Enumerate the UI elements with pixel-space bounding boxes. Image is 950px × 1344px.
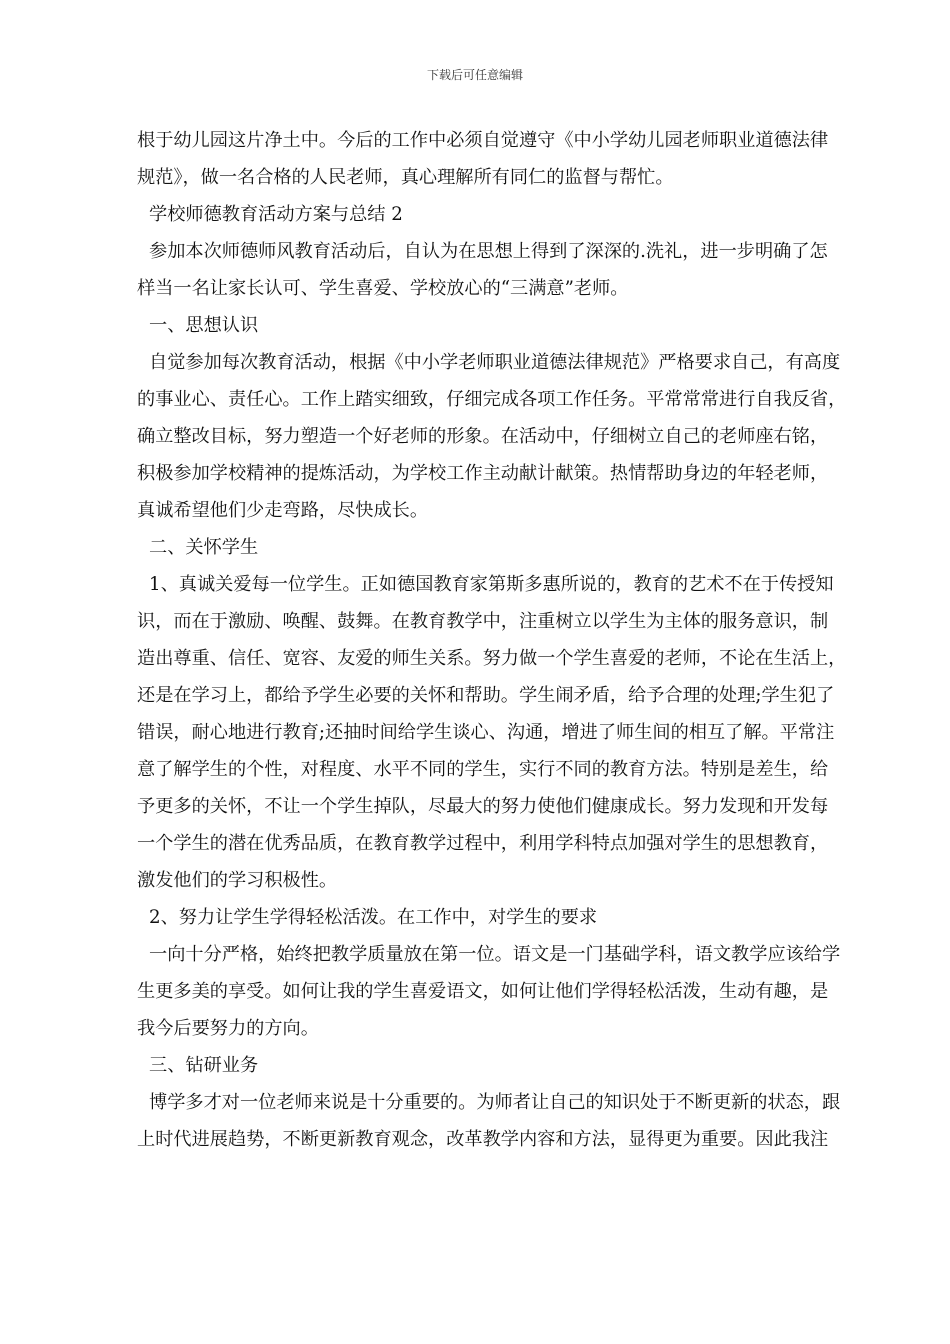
text-line: 生更多美的享受。如何让我的学生喜爱语文，如何让他们学得轻松活泼，生动有趣，是 [137,981,829,1002]
text-line: 识，而在于激励、唤醒、鼓舞。在教育教学中，注重树立以学生为主体的服务意识，制 [137,611,829,632]
text-line: 2、努力让学生学得轻松活泼。在工作中，对学生的要求 [149,907,598,928]
text-line: 三、钻研业务 [149,1055,259,1076]
text-line: 予更多的关怀，不让一个学生掉队，尽最大的努力使他们健康成长。努力发现和开发每 [137,796,829,817]
text-line: 规范》，做一名合格的人民老师，真心理解所有同仁的监督与帮忙。 [137,167,674,188]
page-header: 下载后可任意编辑 [426,68,523,82]
text-line: 自觉参加每次教育活动，根据《中小学老师职业道德法律规范》严格要求自己，有高度 [149,352,841,373]
text-line: 错误，耐心地进行教育;还抽时间给学生谈心、沟通，增进了师生间的相互了解。平常注 [137,722,835,743]
text-line: 真诚希望他们少走弯路，尽快成长。 [137,500,429,521]
text-line: 还是在学习上，都给予学生必要的关怀和帮助。学生闹矛盾，给予合理的处理;学生犯了 [137,685,835,706]
text-line: 积极参加学校精神的提炼活动，为学校工作主动献计献策。热情帮助身边的年轻老师， [137,463,829,484]
text-line: 意了解学生的个性，对程度、水平不同的学生，实行不同的教育方法。特别是差生，给 [137,759,829,780]
text-line: 一向十分严格，始终把教学质量放在第一位。语文是一门基础学科，语文教学应该给学 [149,944,841,965]
text-line: 一个学生的潜在优秀品质，在教育教学过程中，利用学科特点加强对学生的思想教育， [137,833,829,854]
text-line: 博学多才对一位老师来说是十分重要的。为师者让自己的知识处于不断更新的状态，跟 [149,1092,841,1113]
text-line: 样当一名让家长认可、学生喜爱、学校放心的“三满意”老师。 [137,278,629,299]
text-line: 确立整改目标，努力塑造一个好老师的形象。在活动中，仔细树立自己的老师座右铭， [137,426,829,447]
text-line: 激发他们的学习积极性。 [137,870,338,891]
text-line: 参加本次师德师风教育活动后，自认为在思想上得到了深深的.洗礼，进一步明确了怎 [149,241,828,262]
document-body [137,122,889,1158]
text-line: 我今后要努力的方向。 [137,1018,319,1039]
text-line: 上时代进展趋势，不断更新教育观念，改革教学内容和方法，显得更为重要。因此我注 [137,1129,829,1150]
text-line: 二、关怀学生 [149,537,259,558]
text-line: 根于幼儿园这片净土中。今后的工作中必须自觉遵守《中小学幼儿园老师职业道德法律 [137,130,829,151]
text-line: 学校师德教育活动方案与总结 2 [149,204,403,225]
text-line: 一、思想认识 [149,315,259,336]
text-line: 造出尊重、信任、宽容、友爱的师生关系。努力做一个学生喜爱的老师，不论在生活上， [137,648,847,669]
text-line: 的事业心、责任心。工作上踏实细致，仔细完成各项工作任务。平常常常进行自我反省， [137,389,847,410]
text-line: 1、真诚关爱每一位学生。正如德国教育家第斯多惠所说的，教育的艺术不在于传授知 [149,574,834,595]
